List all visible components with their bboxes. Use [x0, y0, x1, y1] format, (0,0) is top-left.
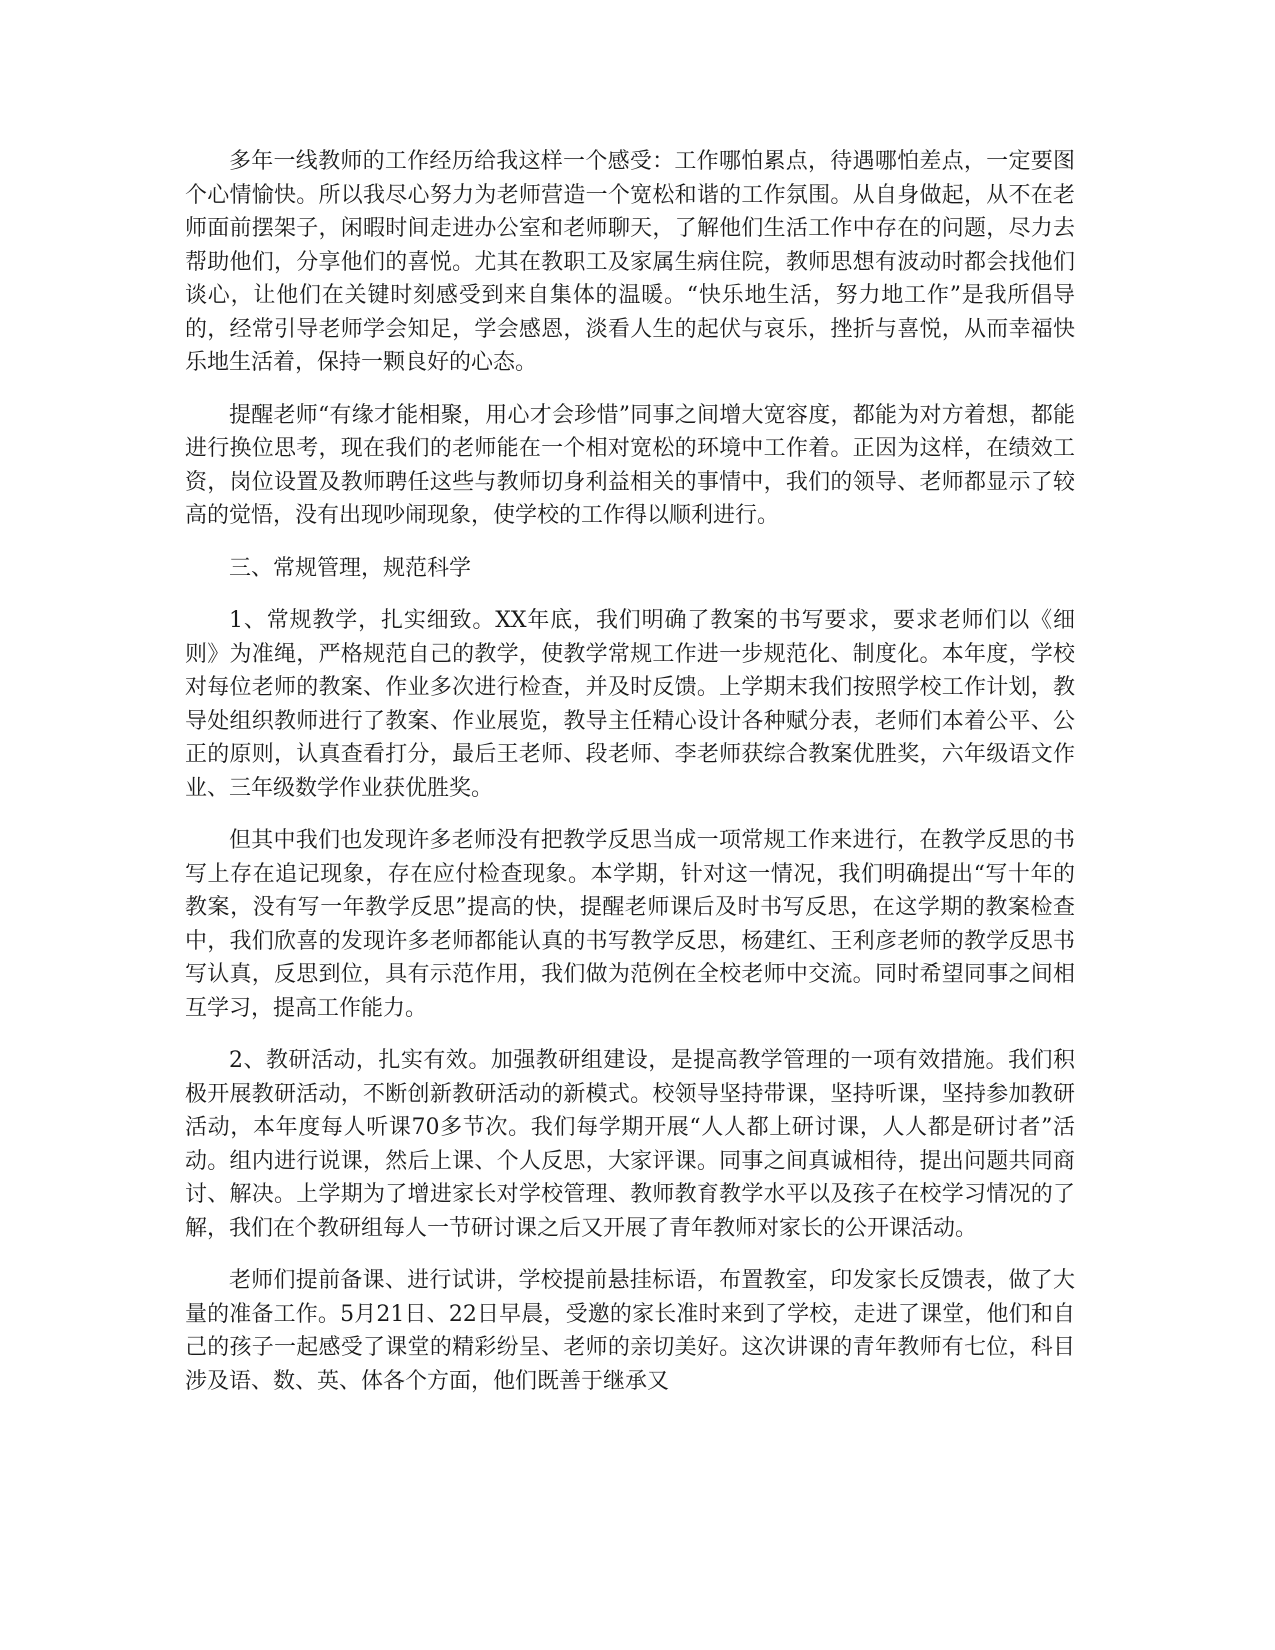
paragraph-teacher-experience: 多年一线教师的工作经历给我这样一个感受：工作哪怕累点，待遇哪怕差点，一定要图个心情愉快。所以我尽心努力为老师营造一个宽松和谐的工作氛围。从自身做起，从不在老师面前摆架子，闲暇时间走进办公室和老师聊天，了解他们生活工作中存在的问题，尽力去帮助他们，分享他们的喜悦。尤其在教职工及家属生病住院，教师思想有波动时都会找他们谈心，让他们在关键时刻感受到来自集体的温暖。“快乐地生活，努力地工作”是我所倡导的，经常引导老师学会知足，学会感恩，淡看人生的起伏与哀乐，挫折与喜悦，从而幸福快乐地生活着，保持一颗良好的心态。 — [185, 149, 1075, 375]
paragraph-research-activities: 2、教研活动，扎实有效。加强教研组建设，是提高教学管理的一项有效措施。我们积极开展教研活动，不断创新教研活动的新模式。校领导坚持带课，坚持听课，坚持参加教研活动，本年度每人听课70多节次。我们每学期开展“人人都上研讨课，人人都是研讨者”活动。组内进行说课，然后上课、个人反思，大家评课。同事之间真诚相待，提出问题共同商讨、解决。上学期为了增进家长对学校管理、教师教育教学水平以及孩子在校学习情况的了解，我们在个教研组每人一节研讨课之后又开展了青年教师对家长的公开课活动。 — [185, 1048, 1075, 1241]
document-page — [185, 145, 1075, 1417]
paragraph-teaching-reflection: 但其中我们也发现许多老师没有把教学反思当成一项常规工作来进行，在教学反思的书写上存在追记现象，存在应付检查现象。本学期，针对这一情况，我们明确提出“写十年的教案，没有写一年教学反思”提高的快，提醒老师课后及时书写反思，在这学期的教案检查中，我们欣喜的发现许多老师都能认真的书写教学反思，杨建红、王利彦老师的教学反思书写认真，反思到位，具有示范作用，我们做为范例在全校老师中交流。同时希望同事之间相互学习，提高工作能力。 — [185, 828, 1075, 1021]
paragraph-routine-teaching: 1、常规教学，扎实细致。XX年底，我们明确了教案的书写要求，要求老师们以《细则》为准绳，严格规范自己的教学，使教学常规工作进一步规范化、制度化。本年度，学校对每位老师的教案、作业多次进行检查，并及时反馈。上学期末我们按照学校工作计划，教导处组织教师进行了教案、作业展览，教导主任精心设计各种赋分表，老师们本着公平、公正的原则，认真查看打分，最后王老师、段老师、李老师获综合教案优胜奖，六年级语文作业、三年级数学作业获优胜奖。 — [185, 608, 1075, 801]
paragraph-colleague-tolerance: 提醒老师“有缘才能相聚，用心才会珍惜”同事之间增大宽容度，都能为对方着想，都能进行换位思考，现在我们的老师能在一个相对宽松的环境中工作着。正因为这样，在绩效工资，岗位设置及教师聘任这些与教师切身利益相关的事情中，我们的领导、老师都显示了较高的觉悟，没有出现吵闹现象，使学校的工作得以顺利进行。 — [185, 402, 1075, 528]
section-heading-routine-management: 三、常规管理，规范科学 — [229, 555, 472, 581]
paragraph-open-class-preparation: 老师们提前备课、进行试讲，学校提前悬挂标语，布置教室，印发家长反馈表，做了大量的准备工作。5月21日、22日早晨，受邀的家长准时来到了学校，走进了课堂，他们和自己的孩子一起感受了课堂的精彩纷呈、老师的亲切美好。这次讲课的青年教师有七位，科目涉及语、数、英、体各个方面，他们既善于继承又 — [185, 1268, 1075, 1394]
